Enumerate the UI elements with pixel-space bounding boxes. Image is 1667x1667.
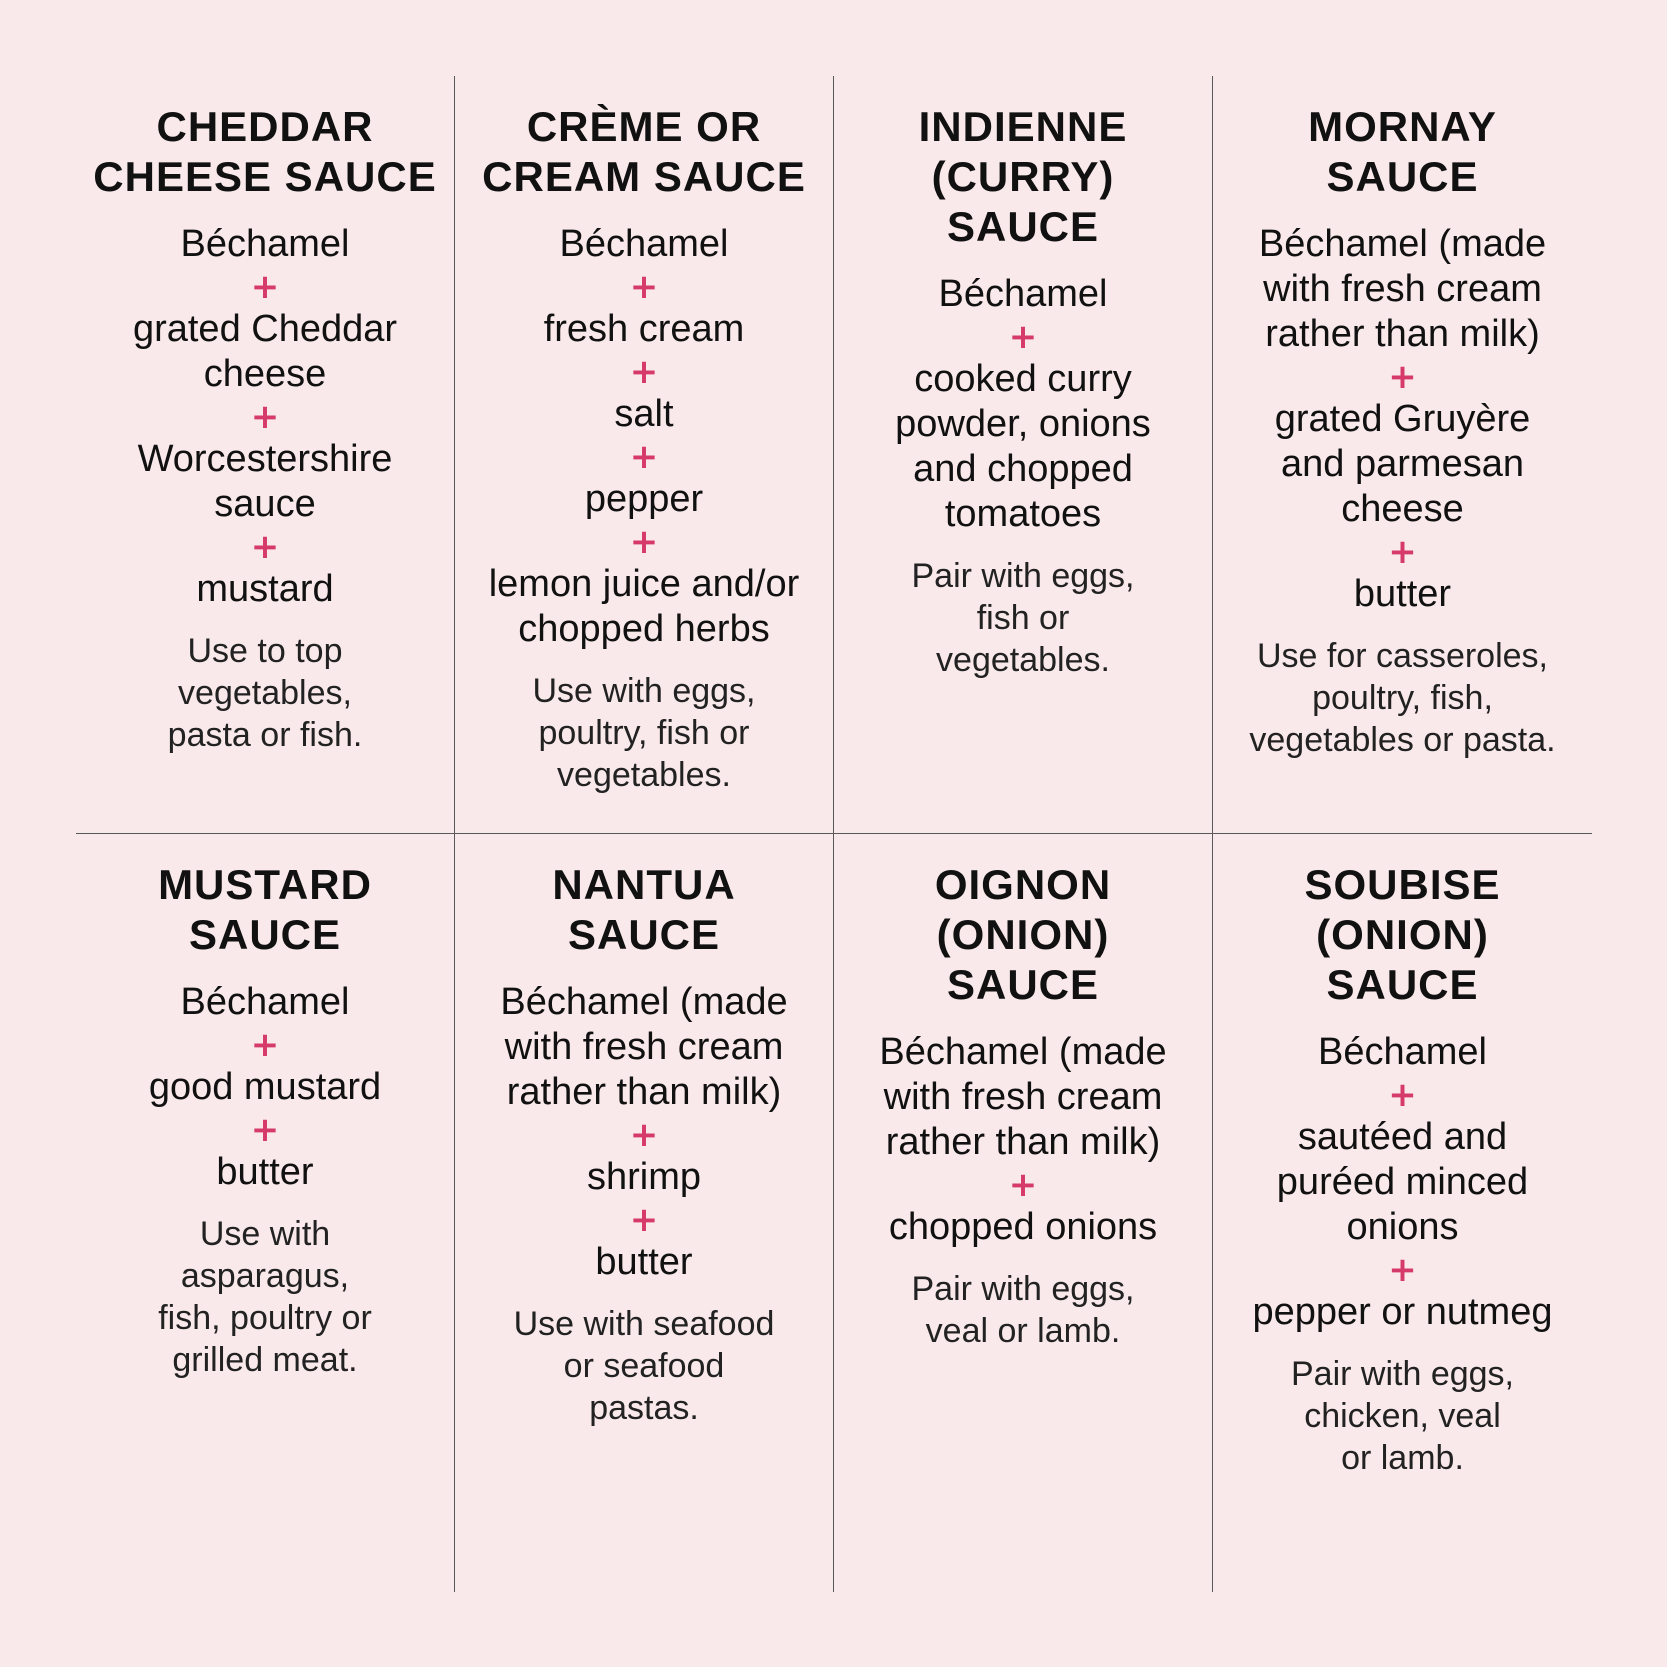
usage-note: Pair with eggs, chicken, veal or lamb. [1291, 1355, 1514, 1477]
plus-icon: + [250, 1025, 280, 1065]
ingredient: fresh cream [543, 308, 745, 350]
ingredient: Béchamel [180, 981, 350, 1023]
sauce-grid [76, 76, 1592, 1592]
ingredient: pepper [584, 478, 704, 520]
ingredient: Béchamel [1318, 1031, 1487, 1073]
sauce-card-oignon [834, 834, 1213, 1592]
ingredient-list [471, 980, 817, 1285]
ingredient: mustard [196, 568, 334, 610]
plus-icon: + [1008, 317, 1038, 357]
sauce-card-mornay [1213, 76, 1592, 834]
plus-icon: + [250, 1110, 280, 1150]
ingredient: Béchamel (made with fresh cream rather than milk) [1258, 223, 1547, 355]
sauce-card-indienne [834, 76, 1213, 834]
ingredient: salt [614, 393, 674, 435]
ingredient-list [850, 272, 1196, 537]
ingredient: Béchamel (made with fresh cream rather than milk) [879, 1031, 1167, 1163]
plus-icon: + [1388, 1250, 1417, 1290]
plus-icon: + [250, 527, 280, 567]
plus-icon: + [629, 522, 659, 562]
ingredient: grated Gruyère and parmesan cheese [1274, 398, 1531, 530]
sauce-title: OIGNON (ONION) SAUCE [934, 861, 1112, 1008]
plus-icon: + [629, 1200, 659, 1240]
ingredient-list [1229, 1030, 1576, 1335]
sauce-card-creme [455, 76, 834, 834]
sauce-card-nantua [455, 834, 834, 1592]
ingredient-list [850, 1030, 1196, 1250]
plus-icon: + [250, 267, 280, 307]
sauce-card-soubise [1213, 834, 1592, 1592]
ingredient: good mustard [148, 1066, 382, 1108]
ingredient: Béchamel [559, 223, 729, 265]
usage-note: Use for casseroles, poultry, fish, vegetables or pasta. [1249, 637, 1556, 759]
plus-icon: + [250, 397, 280, 437]
ingredient: Béchamel [938, 273, 1108, 315]
sauce-title: CRÈME OR CREAM SAUCE [482, 103, 806, 200]
plus-icon: + [629, 352, 659, 392]
usage-note: Pair with eggs, veal or lamb. [911, 1270, 1135, 1350]
ingredient: Béchamel (made with fresh cream rather than milk) [500, 981, 788, 1113]
plus-icon: + [629, 267, 659, 307]
plus-icon: + [1008, 1165, 1038, 1205]
sauce-title: CHEDDAR CHEESE SAUCE [93, 103, 437, 200]
usage-note: Use with asparagus, fish, poultry or grilled meat. [158, 1215, 372, 1379]
usage-note: Use with eggs, poultry, fish or vegetables. [532, 672, 756, 794]
ingredient-list [92, 980, 438, 1195]
ingredient: pepper or nutmeg [1252, 1291, 1553, 1333]
plus-icon: + [629, 1115, 659, 1155]
ingredient: sautéed and puréed minced onions [1276, 1116, 1529, 1248]
ingredient: shrimp [586, 1156, 702, 1198]
usage-note: Use to top vegetables, pasta or fish. [167, 632, 363, 754]
ingredient: cooked curry powder, onions and chopped tomatoes [895, 358, 1151, 535]
plus-icon: + [1388, 532, 1417, 572]
ingredient-list [471, 222, 817, 652]
usage-note: Use with seafood or seafood pastas. [513, 1305, 775, 1427]
sauce-title: SOUBISE (ONION) SAUCE [1304, 861, 1501, 1008]
ingredient: lemon juice and/or chopped herbs [488, 563, 800, 650]
sauce-title: NANTUA SAUCE [552, 861, 736, 958]
ingredient: butter [216, 1151, 314, 1193]
ingredient: chopped onions [888, 1206, 1158, 1248]
ingredient: Worcestershire sauce [137, 438, 393, 525]
ingredient: grated Cheddar cheese [132, 308, 398, 395]
sauce-card-cheddar [76, 76, 455, 834]
ingredient: butter [1353, 573, 1452, 615]
sauce-title: INDIENNE (CURRY) SAUCE [918, 103, 1128, 250]
plus-icon: + [1388, 357, 1417, 397]
ingredient: Béchamel [180, 223, 350, 265]
ingredient-list [92, 222, 438, 612]
usage-note: Pair with eggs, fish or vegetables. [911, 557, 1135, 679]
ingredient: butter [595, 1241, 693, 1283]
sauce-title: MORNAY SAUCE [1308, 103, 1497, 200]
ingredient-list [1229, 222, 1576, 617]
sauce-title: MUSTARD SAUCE [158, 861, 372, 958]
sauce-card-mustard [76, 834, 455, 1592]
plus-icon: + [1388, 1075, 1417, 1115]
plus-icon: + [629, 437, 659, 477]
